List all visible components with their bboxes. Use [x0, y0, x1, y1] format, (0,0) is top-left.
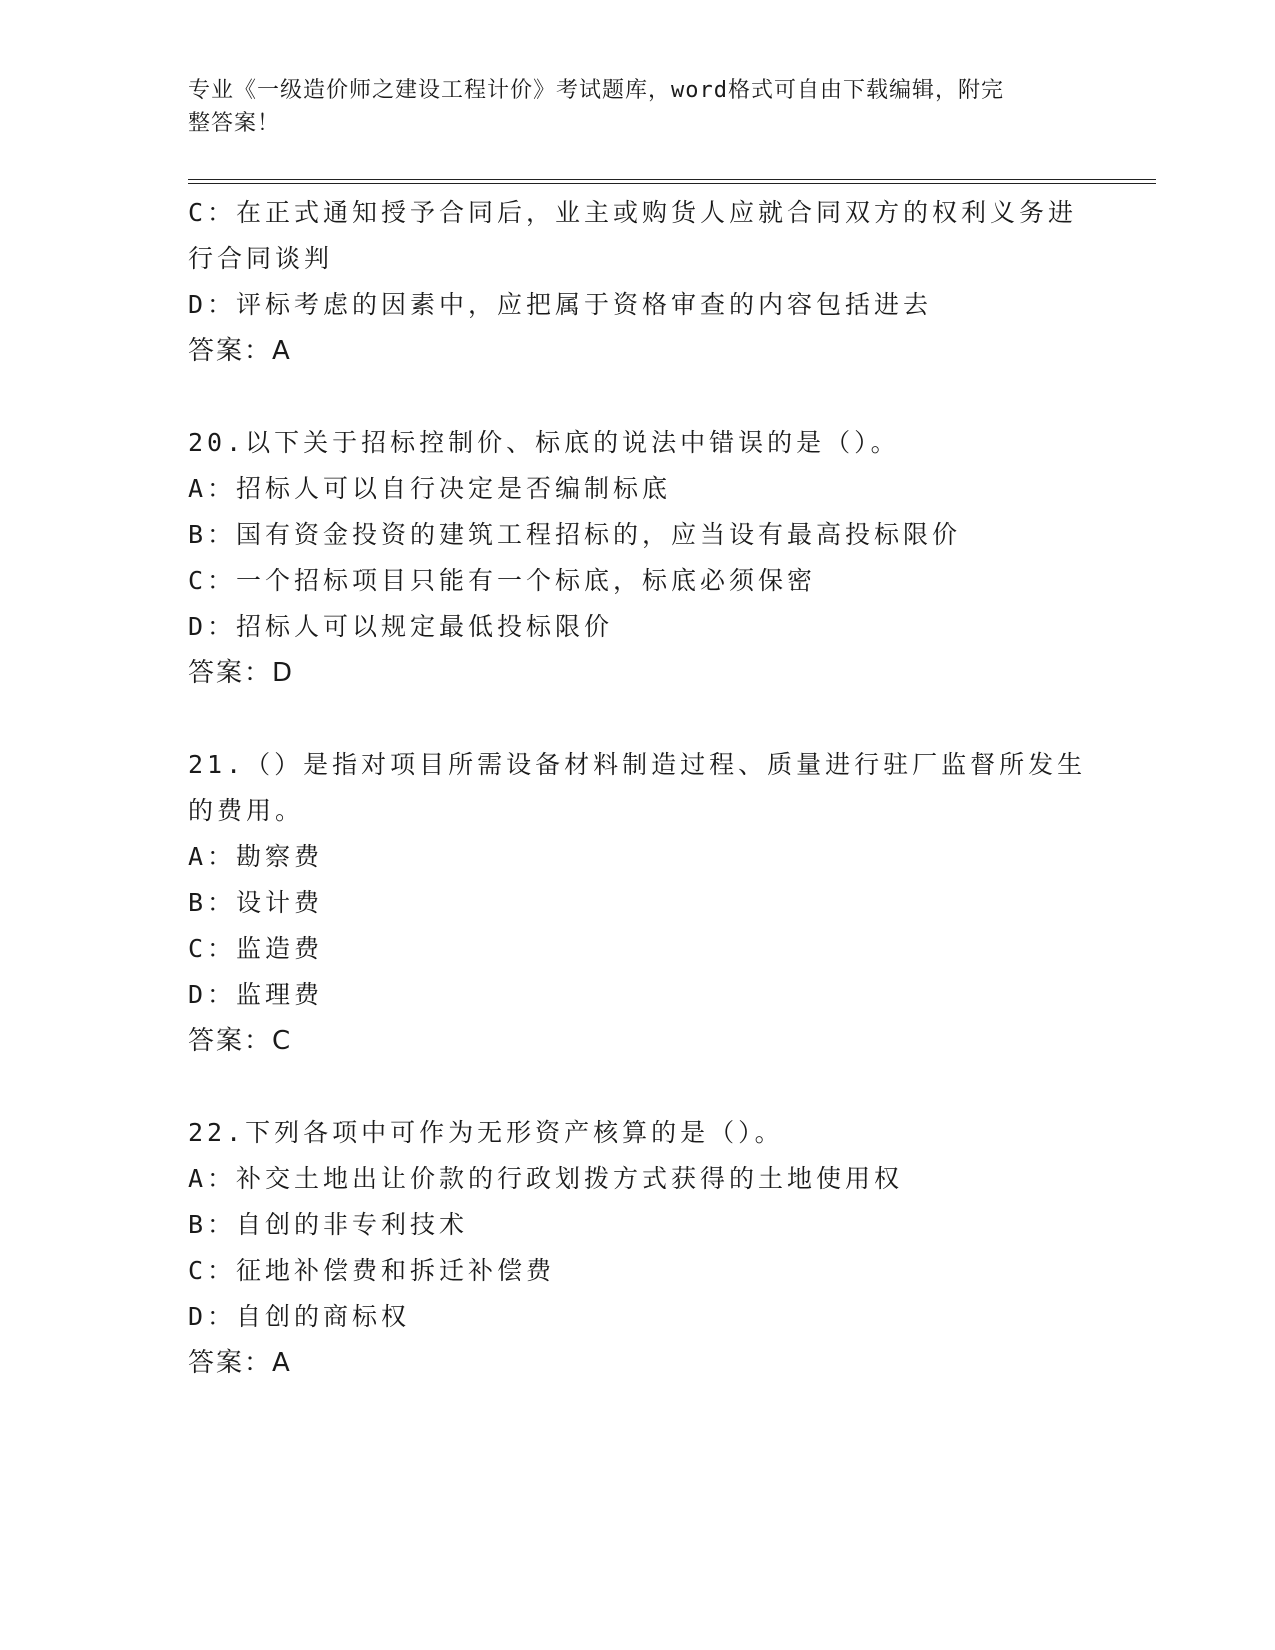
- answer-label: 答案：A: [188, 336, 292, 366]
- question-stem: 20.以下关于招标控制价、标底的说法中错误的是（）。: [188, 428, 900, 457]
- spacer: [188, 374, 1088, 420]
- option-a: A：补交土地出让价款的行政划拨方式获得的土地使用权: [188, 1164, 904, 1193]
- spacer: [188, 696, 1088, 742]
- option-c-line-1: C：在正式通知授予合同后，业主或购货人应就合同双方的权利义务进: [188, 198, 1078, 227]
- header-rule-bottom: [188, 183, 1156, 184]
- option-d: D：招标人可以规定最低投标限价: [188, 612, 614, 641]
- option-c: C：一个招标项目只能有一个标底，标底必须保密: [188, 566, 817, 595]
- option-c: C：征地补偿费和拆迁补偿费: [188, 1256, 556, 1285]
- option-a: A：招标人可以自行决定是否编制标底: [188, 474, 672, 503]
- page-header: [188, 74, 1068, 140]
- option-c: C：监造费: [188, 934, 324, 963]
- header-line-1: 专业《一级造价师之建设工程计价》考试题库，word格式可自由下载编辑，附完: [188, 78, 1004, 103]
- option-d: D：自创的商标权: [188, 1302, 411, 1331]
- question-stem-line-2: 的费用。: [188, 796, 305, 825]
- option-c-line-2: 行合同谈判: [188, 244, 334, 273]
- option-b: B：自创的非专利技术: [188, 1210, 469, 1239]
- question-21: [188, 742, 1088, 1064]
- option-d: D：评标考虑的因素中，应把属于资格审查的内容包括进去: [188, 290, 933, 319]
- question-content: [188, 190, 1088, 1386]
- spacer: [188, 1064, 1088, 1110]
- option-b: B：设计费: [188, 888, 324, 917]
- option-d: D：监理费: [188, 980, 324, 1009]
- answer-label: 答案：D: [188, 658, 295, 688]
- header-rule-top: [188, 179, 1156, 180]
- prev-question-block: [188, 190, 1088, 374]
- question-stem-line-1: 21.（）是指对项目所需设备材料制造过程、质量进行驻厂监督所发生: [188, 750, 1087, 779]
- answer-label: 答案：C: [188, 1026, 293, 1056]
- option-b: B：国有资金投资的建筑工程招标的，应当设有最高投标限价: [188, 520, 962, 549]
- header-line-2: 整答案！: [188, 111, 281, 136]
- option-a: A：勘察费: [188, 842, 324, 871]
- question-stem: 22.下列各项中可作为无形资产核算的是（）。: [188, 1118, 784, 1147]
- question-20: [188, 420, 1088, 696]
- question-22: [188, 1110, 1088, 1386]
- answer-label: 答案：A: [188, 1348, 292, 1378]
